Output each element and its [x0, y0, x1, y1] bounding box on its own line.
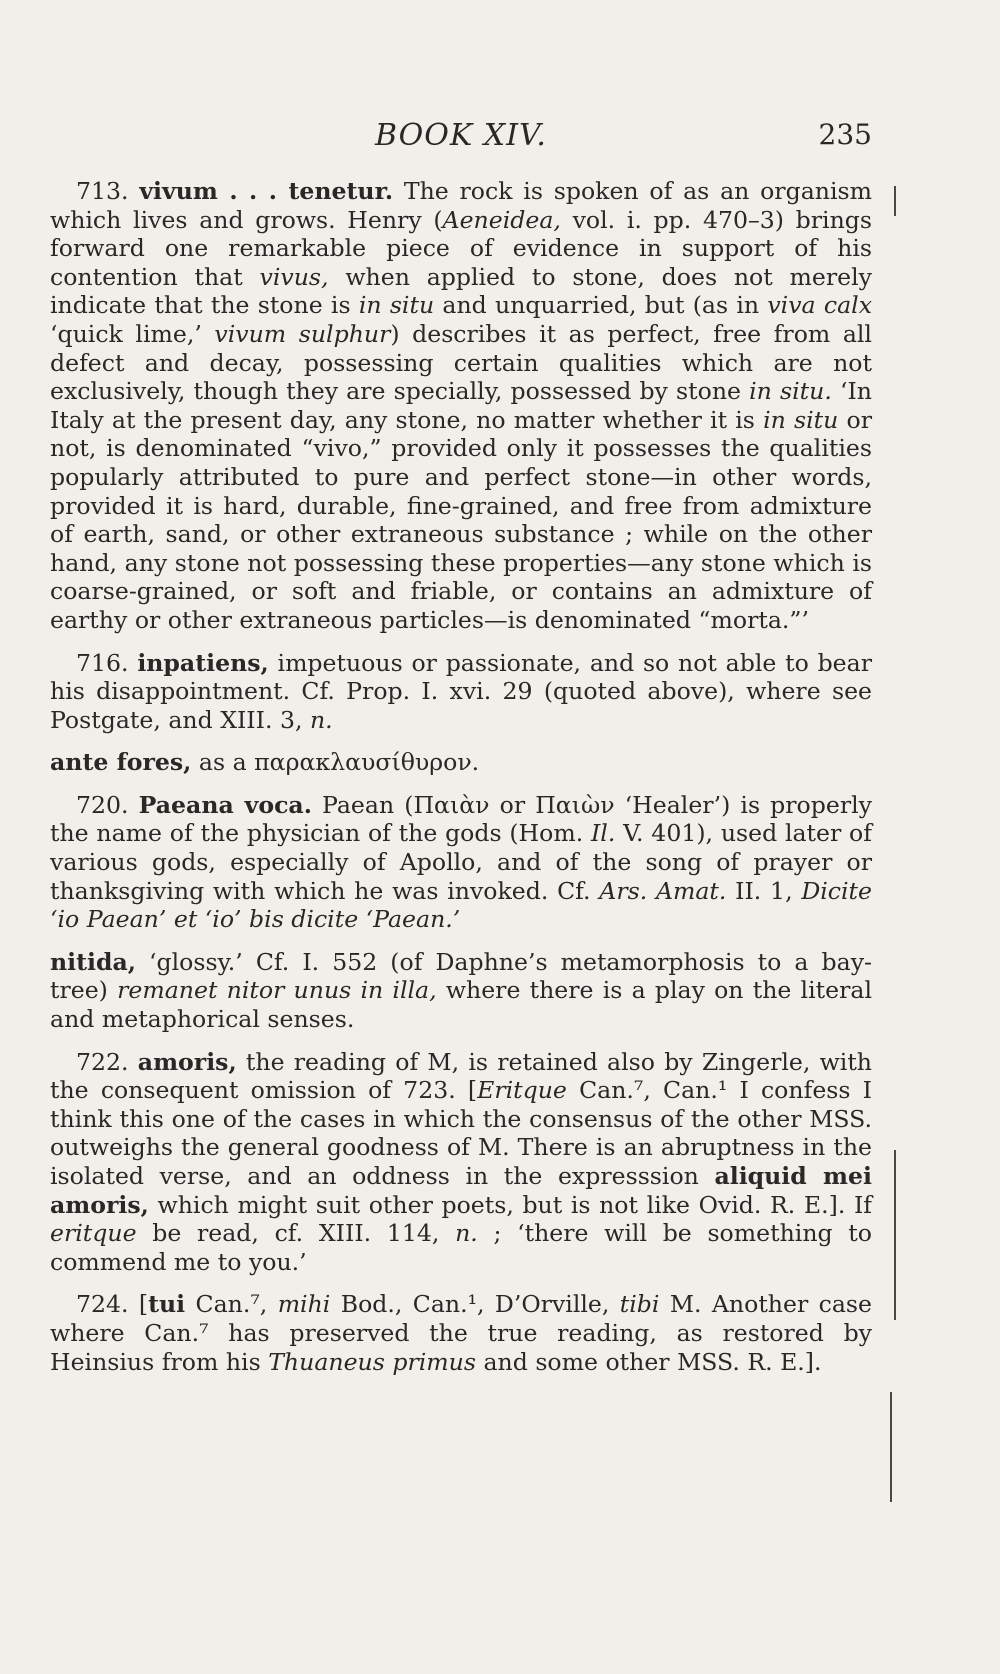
page-number: 235 [818, 118, 872, 151]
note-text: the reading of M, is retained also by Zingerle, with the consequent omission of 723. [ [50, 1047, 873, 1105]
note-text: Eritque [477, 1076, 567, 1105]
note-text: amoris, [137, 1047, 237, 1076]
note-text: n. [309, 705, 333, 734]
margin-mark [894, 1150, 896, 1320]
note-text: ‘quick lime,’ [50, 319, 215, 348]
note-716 [50, 649, 872, 735]
note-text: Bod., Can.¹, D’Orville, [330, 1290, 620, 1319]
note-text: and some other MSS. R. E.]. [475, 1347, 822, 1376]
note-text: 716. [76, 648, 138, 677]
note-text: tui [148, 1290, 186, 1319]
note-text: Paeana voca. [138, 790, 312, 819]
note-text: vol. i. pp. 470–3) brings forward one remarkable piece of evidence in support of his contention that [50, 205, 872, 291]
note-text: Can.⁷, Can.¹ I confess I think this one of the cases in which the consensus of the other MSS. outweighs the general goodness of M. There is an abruptness in the isolated verse, and an oddness in the expresssion [50, 1076, 872, 1190]
commentary-body [50, 177, 872, 1390]
note-text: or not, is denominated “vivo,” provided only it possesses the qualities popularly attributed to pure and perfect stone—in other words, provided it is hard, durable, fine-grained, and free from admixture of earth, sand, or other extraneous substance ; while on the other hand, any stone not possessing these properties—any stone which is coarse-grained, or soft and friable, or contains an admixture of earthy or other extraneous particles—is denominated “morta.”’ [50, 405, 873, 634]
note-text: aliquid mei amoris, [50, 1162, 872, 1219]
note-text: where there is a play on the literal and metaphorical senses. [50, 976, 872, 1034]
note-text: which might suit other poets, but is not like Ovid. R. E.]. If [148, 1190, 872, 1219]
note-text: vivum sulphur [214, 319, 391, 348]
note-text: vivus, [259, 262, 329, 291]
note-text: eritque [50, 1219, 137, 1248]
note-text: ante fores, [50, 748, 192, 777]
note-713 [50, 177, 872, 635]
note-722 [50, 1048, 872, 1277]
note-text: ; ‘there will be something to commend me to you.’ [50, 1219, 872, 1276]
note-ante-fores [50, 748, 872, 777]
note-724 [50, 1290, 872, 1376]
note-text: Paean (Παιὰν or Παιὼν ‘Healer’) is properly the name of the physician of the gods (Hom. [50, 790, 872, 848]
note-text: The rock is spoken of as an organism which lives and grows. Henry ( [50, 177, 872, 234]
note-text: V. 401), used later of various gods, especially of Apollo, and of the song of prayer or thanksgiving with which he was invoked. Cf. [50, 819, 872, 905]
note-text: vivum . . . tenetur. [139, 177, 394, 205]
note-text: in situ [358, 291, 435, 320]
note-text: n. [455, 1219, 478, 1248]
note-text: as a [191, 748, 255, 777]
page-header [50, 118, 872, 158]
note-text: viva calx [767, 291, 872, 320]
note-text: be read, cf. XIII. 114, [136, 1219, 456, 1248]
note-text: 722. [76, 1047, 138, 1076]
note-text: nitida, [50, 947, 136, 976]
note-720 [50, 791, 872, 934]
note-text: Dicite ‘io Paean’ et ‘io’ bis dicite ‘Paean.’ [50, 876, 872, 934]
note-text: inpatiens, [137, 648, 269, 677]
note-text: and unquarried, but (as in [434, 291, 768, 320]
note-text: tibi [619, 1290, 660, 1319]
note-text: 720. [76, 790, 139, 819]
margin-mark [890, 1392, 892, 1502]
note-text: Il. [590, 819, 616, 848]
note-text: II. 1, [726, 876, 802, 905]
note-text: ‘In Italy at the present day, any stone, no matter whether it is [50, 377, 872, 434]
margin-mark [894, 186, 896, 216]
note-text: in situ [763, 405, 839, 434]
note-text: Ars. Amat. [599, 876, 727, 905]
note-text: mihi [277, 1290, 331, 1319]
note-text: M. Another case where Can.⁷ has preserved the true reading, as restored by Heinsius from his [50, 1290, 872, 1376]
note-text: in situ. [749, 377, 832, 406]
note-text: ‘glossy.’ Cf. I. 552 (of Daphne’s metamorphosis to a bay-tree) [50, 947, 872, 1005]
note-text: παρακλαυσίθυρον. [254, 748, 480, 777]
note-text: Can.⁷, [185, 1290, 278, 1319]
note-text: Aeneidea, [442, 205, 561, 234]
note-text: Thuaneus primus [268, 1347, 476, 1376]
note-text: ) describes it as perfect, free from all defect and decay, possessing certain qualities which are not exclusively, though they are specially, possessed by stone [50, 319, 872, 406]
running-title: BOOK XIV. [375, 118, 547, 153]
note-text: 713. [76, 177, 140, 205]
note-text: remanet nitor unus in illa, [117, 976, 437, 1005]
note-text: 724. [ [76, 1290, 149, 1319]
note-text: impetuous or passionate, and so not able to bear his disappointment. Cf. Prop. I. xvi. 29 (quoted above), where see Postgate, and XIII. 3, [50, 648, 872, 734]
note-text: when applied to stone, does not merely indicate that the stone is [50, 262, 872, 320]
note-nitida [50, 948, 872, 1034]
